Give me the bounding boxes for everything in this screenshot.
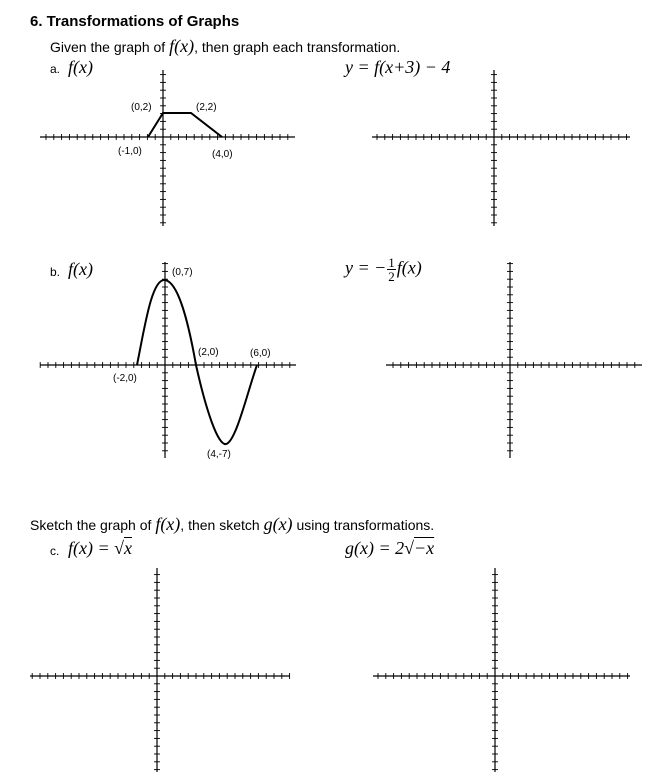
instructions2-end: using transformations. [292,517,435,533]
instructions2-expr1: f(x) [155,514,181,534]
transform-b-suffix: f(x) [396,257,422,278]
gx-c-radicand: −x [414,538,435,558]
graph-b-curve [137,280,257,444]
fx-c-radicand: x [124,538,133,558]
transform-b-prefix: y = − [345,257,387,278]
problem-b-fx: f(x) [68,259,93,279]
gx-c-text: g(x) = 2√ [345,538,415,558]
problem-a-fx: f(x) [68,57,93,77]
point-label-a-0-2: (0,2) [131,102,152,113]
problem-a-transform: y = f(x+3) − 4 [345,57,451,77]
problem-a-letter: a. [50,62,61,76]
point-label-a-2-2: (2,2) [196,102,217,113]
instructions-text-end: , then graph each transformation. [194,39,401,55]
instructions2-middle: , then sketch [180,517,264,533]
point-label-b-0-7: (0,7) [172,267,193,278]
section-heading: 6. Transformations of Graphs [30,13,240,30]
point-label-a-neg1-0: (-1,0) [118,146,142,157]
point-label-b-6-0: (6,0) [250,348,271,359]
point-label-b-neg2-0: (-2,0) [113,373,137,384]
instructions-text: Given the graph of [50,39,170,55]
graph-a-curve [148,113,222,137]
instructions-expr: f(x) [169,36,195,56]
problem-c-letter: c. [50,544,60,558]
point-label-b-2-0: (2,0) [198,347,219,358]
point-label-a-4-0: (4,0) [212,149,233,160]
frac-num: 1 [388,255,395,270]
instructions2-expr2: g(x) [263,514,293,534]
fx-c-text: f(x) = √ [68,538,125,558]
axes-layer [30,70,642,772]
point-label-b-4-neg7: (4,-7) [207,449,231,460]
frac-den: 2 [388,269,395,284]
problem-b-letter: b. [50,265,61,279]
instructions2-text: Sketch the graph of [30,517,156,533]
